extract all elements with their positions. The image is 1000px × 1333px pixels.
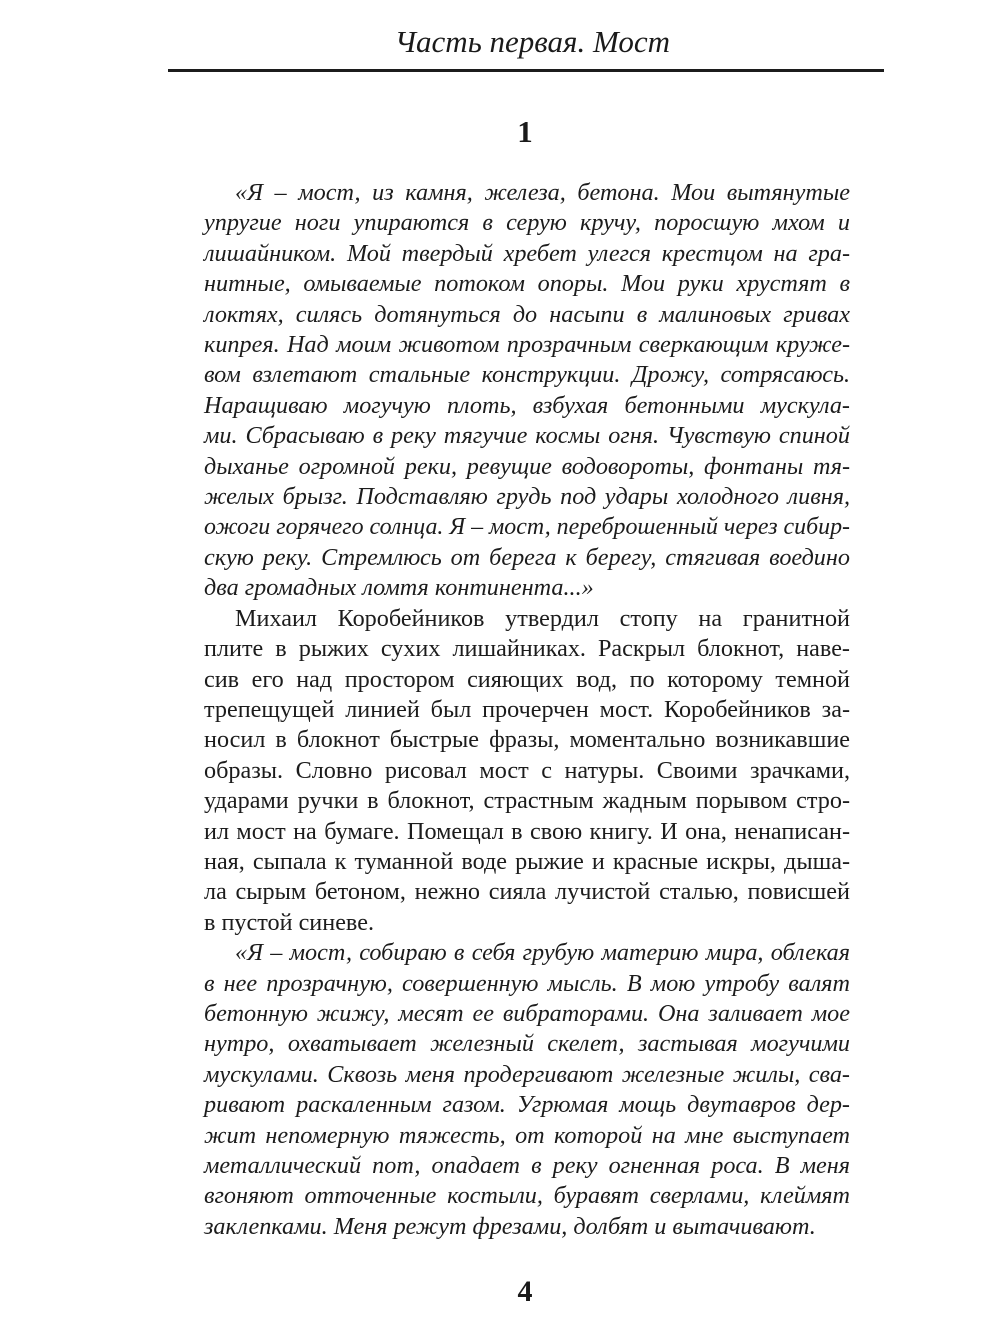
paragraph <box>204 178 850 604</box>
text-line: носил в блокнот быстрые фразы, моментально возникавшие <box>204 726 850 754</box>
text-line: Михаил Коробейников утвердил стопу на гранитной <box>235 604 850 632</box>
text-line: нитные, омываемые потоком опоры. Мои руки хрустят в <box>204 270 850 298</box>
text-line: образы. Словно рисовал мост с натуры. Своими зрачками, <box>204 756 850 784</box>
text-line: локтях, силясь дотянуться до насыпи в малиновых гривах <box>204 300 850 328</box>
text-line: в нее прозрачную, совершенную мысль. В мою утробу валят <box>204 969 850 997</box>
text-line: два громадных ломтя континента...» <box>204 574 594 602</box>
text-line: мускулами. Сквозь меня продергивают железные жилы, сва- <box>204 1060 850 1088</box>
text-line: в пустой синеве. <box>204 908 374 936</box>
text-line: нутро, охватывает железный скелет, застывая могучими <box>204 1030 850 1058</box>
text-line: лишайником. Мой твердый хребет улегся крестцом на гра- <box>204 239 850 267</box>
body-text <box>204 178 850 1242</box>
text-line: плите в рыжих сухих лишайниках. Раскрыл блокнот, наве- <box>204 635 850 663</box>
chapter-number: 1 <box>517 114 533 149</box>
header-rule <box>168 69 884 72</box>
text-line: «Я – мост, из камня, железа, бетона. Мои вытянутые <box>235 179 850 206</box>
text-line: Наращиваю могучую плоть, взбухая бетонными мускула- <box>204 391 850 419</box>
paragraph <box>204 604 850 938</box>
text-line: дыханье огромной реки, ревущие водовороты, фонтаны тя- <box>204 452 850 480</box>
text-line: «Я – мост, собираю в себя грубую материю мира, облекая <box>235 939 850 967</box>
running-head: Часть первая. Мост <box>394 24 670 59</box>
text-line: ная, сыпала к туманной воде рыжие и красные искры, дыша- <box>204 847 850 875</box>
text-line: кипрея. Над моим животом прозрачным сверкающим круже- <box>204 331 850 359</box>
paragraph <box>204 938 850 1242</box>
text-line: желых брызг. Подставляю грудь под удары холодного ливня, <box>204 483 850 511</box>
page-number: 4 <box>517 1275 533 1308</box>
text-line: вгоняют отточенные костыли, буравят сверлами, клеймят <box>204 1182 850 1210</box>
show-through-shadow <box>0 60 200 1333</box>
text-line: скую реку. Стремлюсь от берега к берегу, стягивая воедино <box>204 543 850 571</box>
text-line: упругие ноги упираются в серую кручу, поросшую мхом и <box>204 209 850 237</box>
text-line: ударами ручки в блокнот, страстным жадным порывом стро- <box>204 787 850 815</box>
text-line: жит непомерную тяжесть, от которой на мне выступает <box>204 1121 850 1149</box>
text-line: металлический пот, опадает в реку огненная роса. В меня <box>204 1152 850 1179</box>
text-line: заклепками. Меня режут фрезами, долбят и вытачивают. <box>204 1212 816 1240</box>
text-line: сив его над простором сияющих вод, по которому темной <box>204 665 850 693</box>
text-line: ла сырым бетоном, нежно сияла лучистой сталью, повисшей <box>204 878 850 906</box>
text-line: бетонную жижу, месят ее вибраторами. Она заливает мое <box>204 999 850 1027</box>
text-line: трепещущей линией был прочерчен мост. Коробейников за- <box>204 695 850 723</box>
text-line: ил мост на бумаге. Помещал в свою книгу. И она, ненаписан- <box>204 817 850 845</box>
text-line: ожоги горячего солнца. Я – мост, переброшенный через сибир- <box>204 513 850 541</box>
text-line: ривают раскаленным газом. Угрюмая мощь двутавров дер- <box>204 1091 850 1119</box>
text-line: вом взлетают стальные конструкции. Дрожу, сотрясаюсь. <box>204 361 850 389</box>
text-line: ми. Сбрасываю в реку тягучие космы огня. Чувствую спиной <box>204 422 850 450</box>
